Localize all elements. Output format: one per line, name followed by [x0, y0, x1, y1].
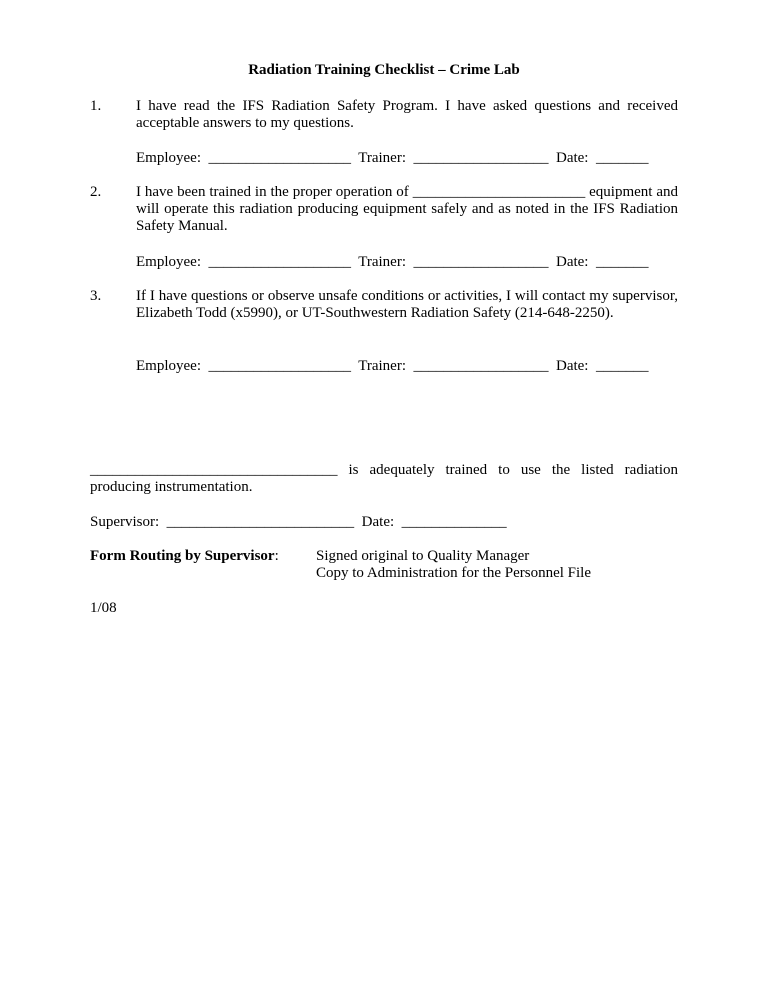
item-text: I have been trained in the proper operation of _______________________ equipment and will operate this radiation producing equipment safely and as noted in the IFS Radiation Safety Manual. [136, 184, 678, 234]
item-text: If I have questions or observe unsafe conditions or activities, I will contact my supervisor, Elizabeth Todd (x5990), or UT-Southwestern Radiation Safety (214-648-2250). [136, 288, 678, 321]
page-title: Radiation Training Checklist – Crime Lab [248, 62, 520, 78]
routing-entry: Signed original to Quality Manager [316, 548, 530, 564]
signature-line-1: Employee: ___________________ Trainer: __________________ Date: _______ [136, 150, 649, 166]
item-number: 3. [90, 288, 102, 304]
supervisor-signature-line: Supervisor: _________________________ Date: ______________ [90, 514, 507, 530]
routing-label-text: Form Routing by Supervisor [90, 548, 275, 564]
signature-line-2: Employee: ___________________ Trainer: __________________ Date: _______ [136, 254, 649, 270]
form-version: 1/08 [90, 600, 117, 616]
item-text: I have read the IFS Radiation Safety Program. I have asked questions and received acceptable answers to my questions. [136, 98, 678, 131]
routing-label [90, 548, 279, 565]
signature-line-3: Employee: ___________________ Trainer: __________________ Date: _______ [136, 358, 649, 374]
item-number: 2. [90, 184, 102, 200]
training-certification: _________________________________ is adequately trained to use the listed radiation producing instrumentation. [90, 462, 678, 495]
item-number: 1. [90, 98, 102, 114]
routing-entry: Copy to Administration for the Personnel File [316, 565, 591, 581]
routing-list [316, 548, 591, 582]
routing-label-colon: : [274, 548, 279, 564]
